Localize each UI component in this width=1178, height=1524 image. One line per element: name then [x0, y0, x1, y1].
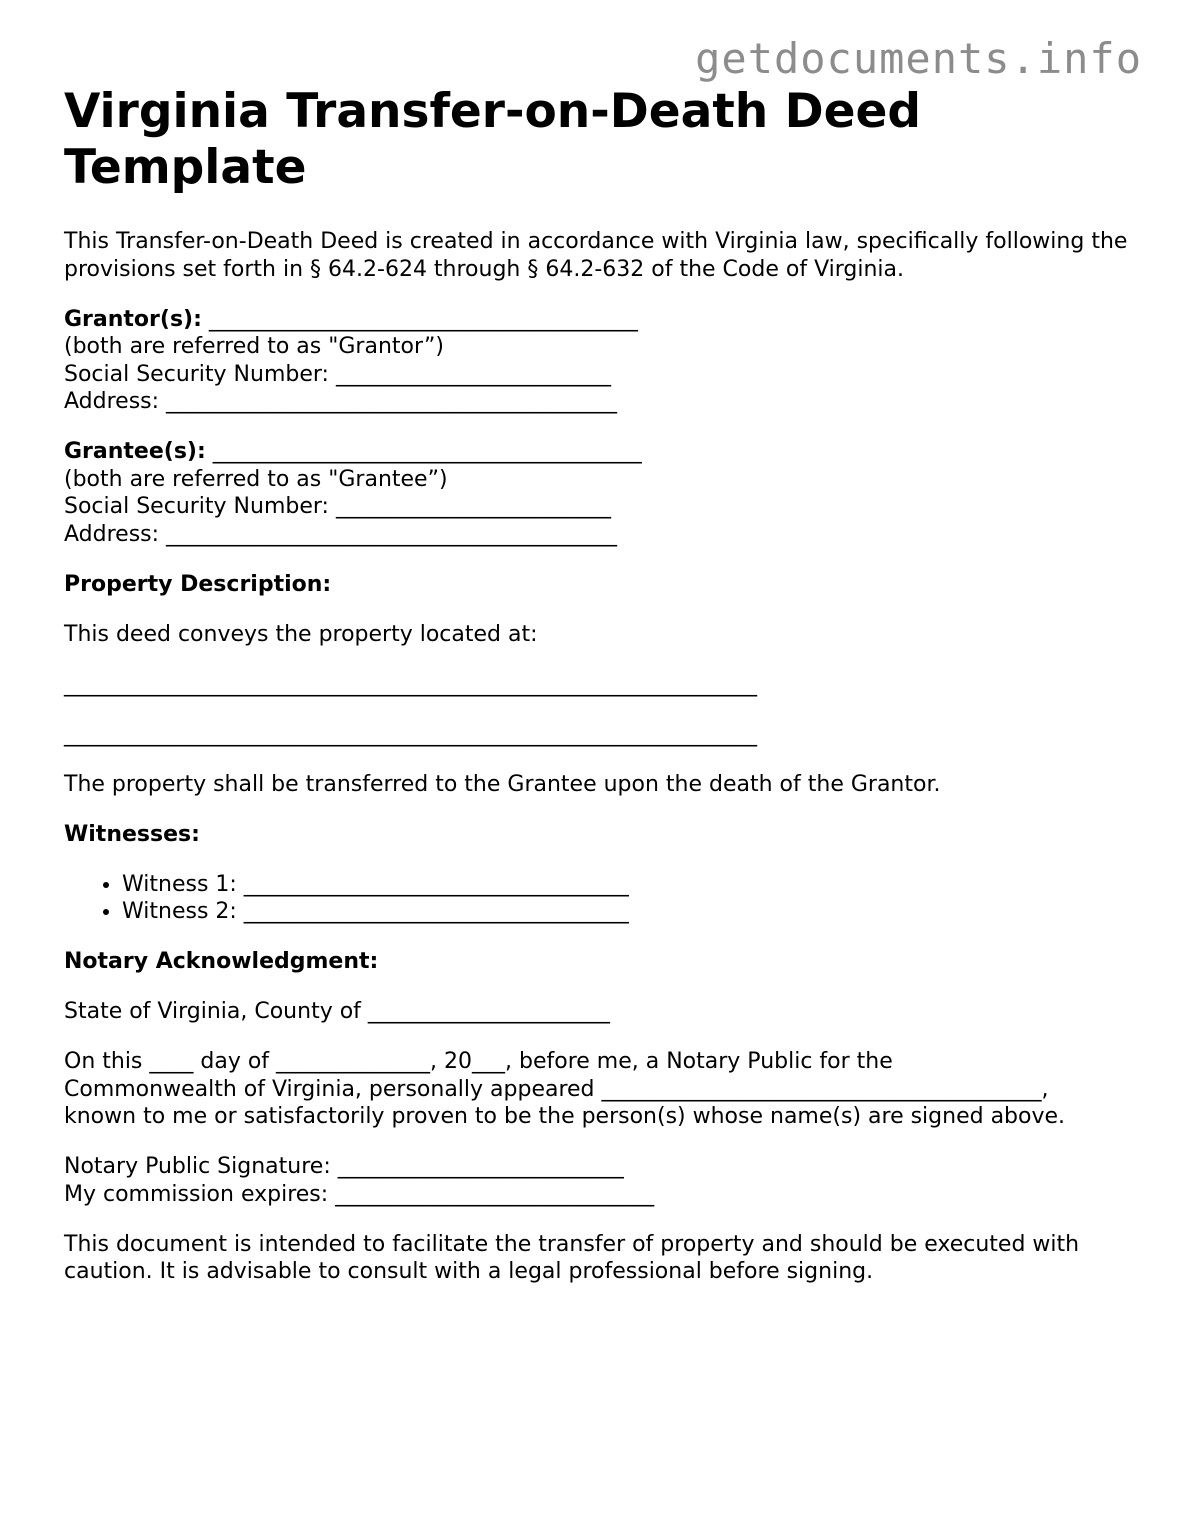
property-line-2: _______________________________________________________________	[64, 721, 757, 747]
property-text: This deed conveys the property located at:	[64, 621, 538, 647]
grantee-address: Address: _________________________________________	[64, 521, 618, 547]
witness-2: • Witness 2: ___________________________________	[122, 898, 1144, 926]
grantee-label: Grantee(s):	[64, 439, 206, 464]
grantee-line	[64, 438, 1144, 466]
notary-acknowledgment	[64, 1048, 1144, 1131]
document-page	[64, 84, 1144, 1308]
intro-paragraph: This Transfer-on-Death Deed is created in accordance with Virginia law, specifically following the provisions set forth in § 64.2-624 through § 64.2-632 of the Code of Virginia.	[64, 229, 1128, 282]
grantee-block	[64, 438, 1144, 548]
notary-line-3: known to me or satisfactorily proven to be the person(s) whose name(s) are signed above.	[64, 1104, 1066, 1129]
grantor-note: (both are referred to as "Grantor”)	[64, 334, 444, 359]
notary-county: State of Virginia, County of ______________________	[64, 999, 610, 1024]
grantor-block	[64, 306, 1144, 416]
notary-signature-block	[64, 1153, 1144, 1208]
property-heading: Property Description:	[64, 571, 332, 597]
witness-1: • Witness 1: ___________________________________	[122, 871, 1144, 899]
grantor-ssn: Social Security Number: _________________________	[64, 361, 611, 387]
document-title: Virginia Transfer-on-Death Deed Template	[64, 84, 922, 195]
grantee-name-blank: _______________________________________	[205, 439, 642, 464]
notary-expires: My commission expires: _____________________________	[64, 1181, 655, 1207]
closing-paragraph: This document is intended to facilitate the transfer of property and should be executed with caution. It is advisable to consult with a legal professional before signing.	[64, 1231, 1080, 1284]
grantee-ssn: Social Security Number: _________________________	[64, 494, 611, 519]
grantor-address: Address: _________________________________________	[64, 389, 618, 414]
property-line-1: _______________________________________________________________	[64, 671, 757, 697]
grantee-note: (both are referred to as "Grantee”)	[64, 466, 448, 492]
notary-line-1: On this ____ day of ______________, 20___, before me, a Notary Public for the	[64, 1049, 893, 1074]
property-transfer: The property shall be transferred to the Grantee upon the death of the Grantor.	[64, 771, 941, 797]
grantor-name-blank: _______________________________________	[201, 306, 638, 332]
notary-signature: Notary Public Signature: __________________________	[64, 1154, 624, 1179]
witness-list	[64, 871, 1144, 926]
grantor-line	[64, 306, 1144, 334]
grantor-label: Grantor(s):	[64, 306, 202, 332]
witnesses-heading: Witnesses:	[64, 821, 200, 847]
notary-line-2: Commonwealth of Virginia, personally appeared ________________________________________,	[64, 1076, 1049, 1102]
notary-heading: Notary Acknowledgment:	[64, 949, 379, 974]
watermark: getdocuments.info	[695, 34, 1142, 83]
